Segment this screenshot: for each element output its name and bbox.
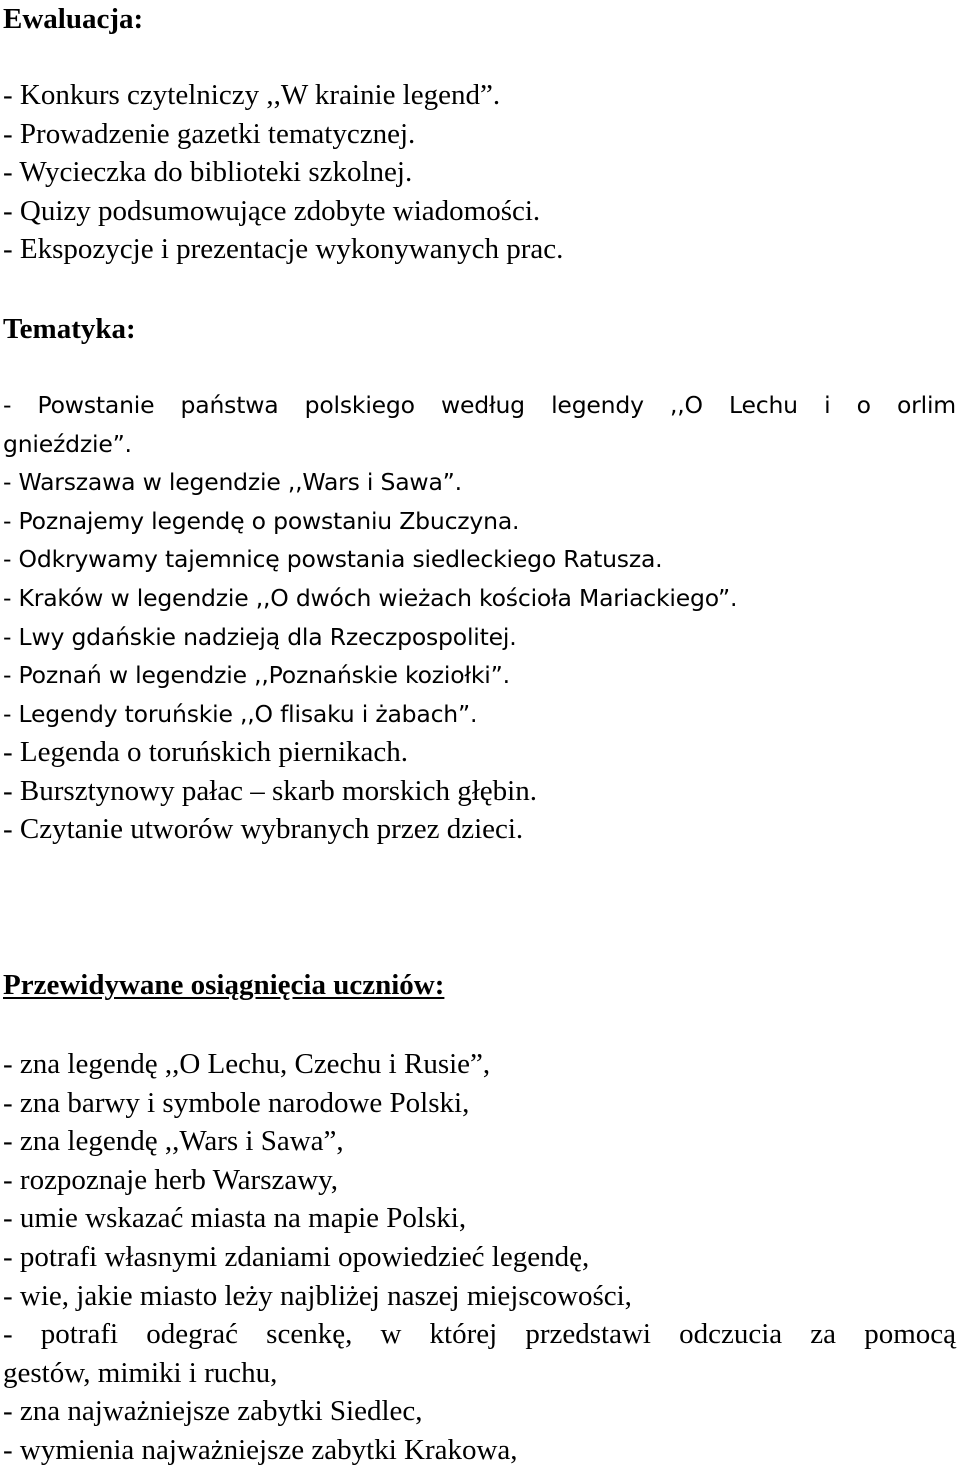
list-item: - Konkurs czytelniczy ,,W krainie legend”.	[3, 79, 501, 111]
list-item-line: - Powstanie państwa polskiego według legendy ,,O Lechu i o orlim	[3, 391, 956, 419]
list-item-line: gnieździe”.	[3, 429, 132, 458]
list-item: - Lwy gdańskie nadzieją dla Rzeczpospolitej.	[3, 622, 517, 651]
list-item	[3, 1315, 956, 1392]
topics-list-continued	[3, 733, 956, 849]
list-item: - Warszawa w legendzie ,,Wars i Sawa”.	[3, 468, 462, 497]
list-item: - zna legendę ,,O Lechu, Czechu i Rusie”,	[3, 1048, 491, 1080]
section-title-topics: Tematyka:	[3, 313, 136, 345]
list-item: - umie wskazać miasta na mapie Polski,	[3, 1202, 467, 1235]
list-item: - potrafi własnymi zdaniami opowiedzieć legendę,	[3, 1240, 590, 1273]
evaluation-list	[3, 76, 956, 269]
list-item: - Legendy toruńskie ,,O flisaku i żabach”.	[3, 699, 478, 728]
list-item: - Quizy podsumowujące zdobyte wiadomości.	[3, 194, 541, 227]
list-item: - Czytanie utworów wybranych przez dzieci.	[3, 813, 524, 846]
list-item: - Bursztynowy pałac – skarb morskich głębin.	[3, 774, 537, 807]
list-item: - wie, jakie miasto leży najbliżej naszej miejscowości,	[3, 1279, 632, 1312]
list-item: - zna legendę ,,Wars i Sawa”,	[3, 1125, 344, 1158]
list-item: - Legenda o toruńskich piernikach.	[3, 736, 409, 768]
section-title-evaluation: Ewaluacja:	[3, 3, 144, 35]
topics-list	[3, 386, 956, 733]
list-item: - Wycieczka do biblioteki szkolnej.	[3, 156, 413, 189]
list-item: - Poznań w legendzie ,,Poznańskie koziołki”.	[3, 661, 510, 690]
list-item: - rozpoznaje herb Warszawy,	[3, 1163, 339, 1196]
list-item: - Prowadzenie gazetki tematycznej.	[3, 117, 416, 150]
list-item: - Poznajemy legendę o powstaniu Zbuczyna.	[3, 506, 520, 535]
list-item: - zna najważniejsze zabytki Siedlec,	[3, 1395, 423, 1428]
section-title-outcomes: Przewidywane osiągnięcia uczniów:	[3, 969, 445, 1001]
list-item-line: - potrafi odegrać scenkę, w której przedstawi odczucia za pomocą	[3, 1318, 956, 1351]
list-item: - Odkrywamy tajemnicę powstania siedleckiego Ratusza.	[3, 545, 663, 574]
list-item: - zna barwy i symbole narodowe Polski,	[3, 1086, 470, 1119]
list-item-line: gestów, mimiki i ruchu,	[3, 1356, 278, 1389]
outcomes-list	[3, 1045, 956, 1470]
list-item: - wymienia najważniejsze zabytki Krakowa,	[3, 1433, 518, 1466]
list-item: - Ekspozycje i prezentacje wykonywanych prac.	[3, 233, 564, 266]
list-item	[3, 386, 956, 463]
list-item: - Kraków w legendzie ,,O dwóch wieżach kościoła Mariackiego”.	[3, 583, 738, 612]
